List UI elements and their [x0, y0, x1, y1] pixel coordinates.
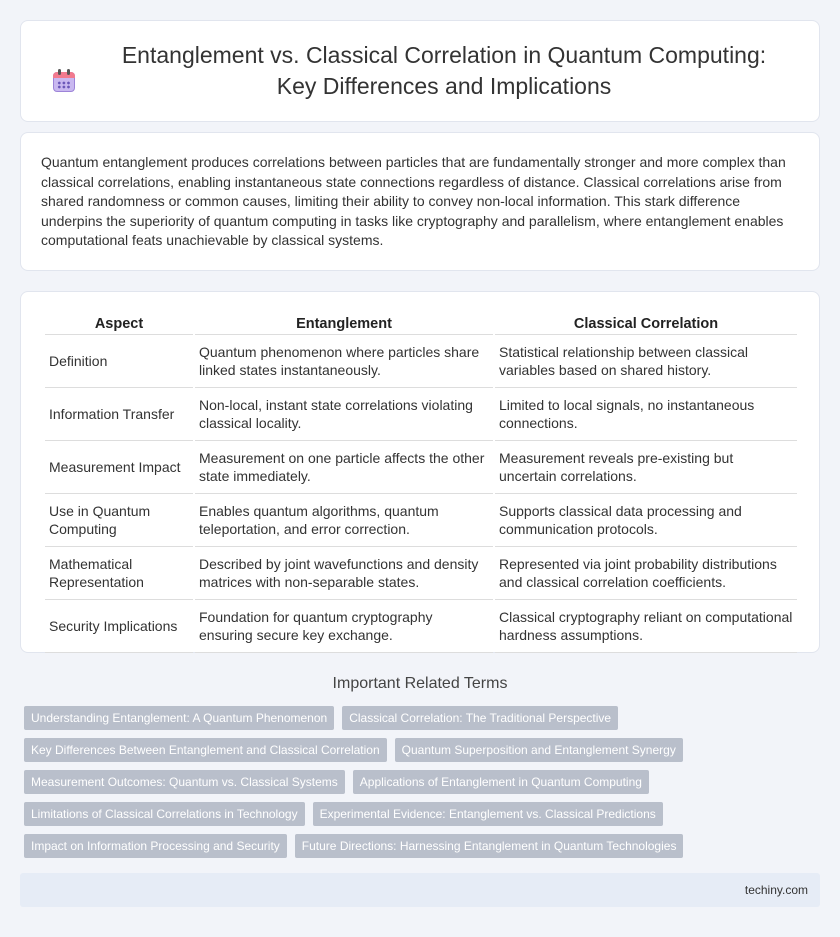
table-row [45, 388, 797, 441]
classical-cell: Represented via joint probability distributions and classical correlation coefficients. [495, 547, 797, 600]
entanglement-cell: Non-local, instant state correlations violating classical locality. [195, 388, 493, 441]
page-title: Entanglement vs. Classical Correlation in Quantum Computing: Key Differences and Implications [121, 42, 767, 99]
footer [20, 873, 820, 907]
classical-cell: Measurement reveals pre-existing but uncertain correlations. [495, 441, 797, 494]
comparison-table-card [20, 291, 820, 653]
column-header-aspect: Aspect [45, 310, 193, 335]
classical-cell: Classical cryptography reliant on computational hardness assumptions. [495, 600, 797, 653]
related-term-tag[interactable]: Quantum Superposition and Entanglement Synergy [395, 738, 683, 762]
classical-cell: Supports classical data processing and communication protocols. [495, 494, 797, 547]
table-row [45, 547, 797, 600]
comparison-table [43, 310, 799, 653]
aspect-cell: Mathematical Representation [45, 547, 193, 600]
aspect-cell: Measurement Impact [45, 441, 193, 494]
tag-row [24, 834, 814, 858]
calendar-icon [51, 68, 77, 94]
table-header-row [45, 310, 797, 335]
title-wrap [51, 40, 789, 102]
related-term-tag[interactable]: Understanding Entanglement: A Quantum Phenomenon [24, 706, 334, 730]
related-terms-heading: Important Related Terms [332, 675, 508, 692]
entanglement-cell: Foundation for quantum cryptography ensuring secure key exchange. [195, 600, 493, 653]
header-card [20, 20, 820, 122]
related-term-tag[interactable]: Classical Correlation: The Traditional Perspective [342, 706, 618, 730]
entanglement-cell: Quantum phenomenon where particles share linked states instantaneously. [195, 335, 493, 388]
column-header-classical: Classical Correlation [495, 310, 797, 335]
tag-row [24, 770, 814, 794]
related-terms [24, 706, 814, 866]
related-term-tag[interactable]: Measurement Outcomes: Quantum vs. Classical Systems [24, 770, 345, 794]
related-term-tag[interactable]: Limitations of Classical Correlations in Technology [24, 802, 305, 826]
related-term-tag[interactable]: Applications of Entanglement in Quantum Computing [353, 770, 649, 794]
column-header-entanglement: Entanglement [195, 310, 493, 335]
tag-row [24, 706, 814, 730]
related-term-tag[interactable]: Impact on Information Processing and Security [24, 834, 287, 858]
intro-paragraph: Quantum entanglement produces correlations between particles that are fundamentally stronger and more complex than classical correlations, enabling instantaneous state connections regardless of distance. Classical correlations arise from shared randomness or common causes, limiting their ability to convey non-local information. This stark difference underpins the superiority of quantum computing in tasks like cryptography and parallelism, where entanglement enables computational feats unachievable by classical systems. [41, 154, 786, 249]
classical-cell: Limited to local signals, no instantaneous connections. [495, 388, 797, 441]
related-term-tag[interactable]: Key Differences Between Entanglement and Classical Correlation [24, 738, 387, 762]
table-row [45, 600, 797, 653]
aspect-cell: Security Implications [45, 600, 193, 653]
related-term-tag[interactable]: Experimental Evidence: Entanglement vs. Classical Predictions [313, 802, 663, 826]
table-row [45, 441, 797, 494]
tag-row [24, 802, 814, 826]
tag-row [24, 738, 814, 762]
aspect-cell: Use in Quantum Computing [45, 494, 193, 547]
table-row [45, 335, 797, 388]
aspect-cell: Definition [45, 335, 193, 388]
related-term-tag[interactable]: Future Directions: Harnessing Entanglement in Quantum Technologies [295, 834, 684, 858]
table-row [45, 494, 797, 547]
intro-card [20, 132, 820, 271]
entanglement-cell: Enables quantum algorithms, quantum teleportation, and error correction. [195, 494, 493, 547]
aspect-cell: Information Transfer [45, 388, 193, 441]
entanglement-cell: Measurement on one particle affects the other state immediately. [195, 441, 493, 494]
entanglement-cell: Described by joint wavefunctions and density matrices with non-separable states. [195, 547, 493, 600]
classical-cell: Statistical relationship between classical variables based on shared history. [495, 335, 797, 388]
site-link[interactable]: techiny.com [744, 883, 808, 897]
